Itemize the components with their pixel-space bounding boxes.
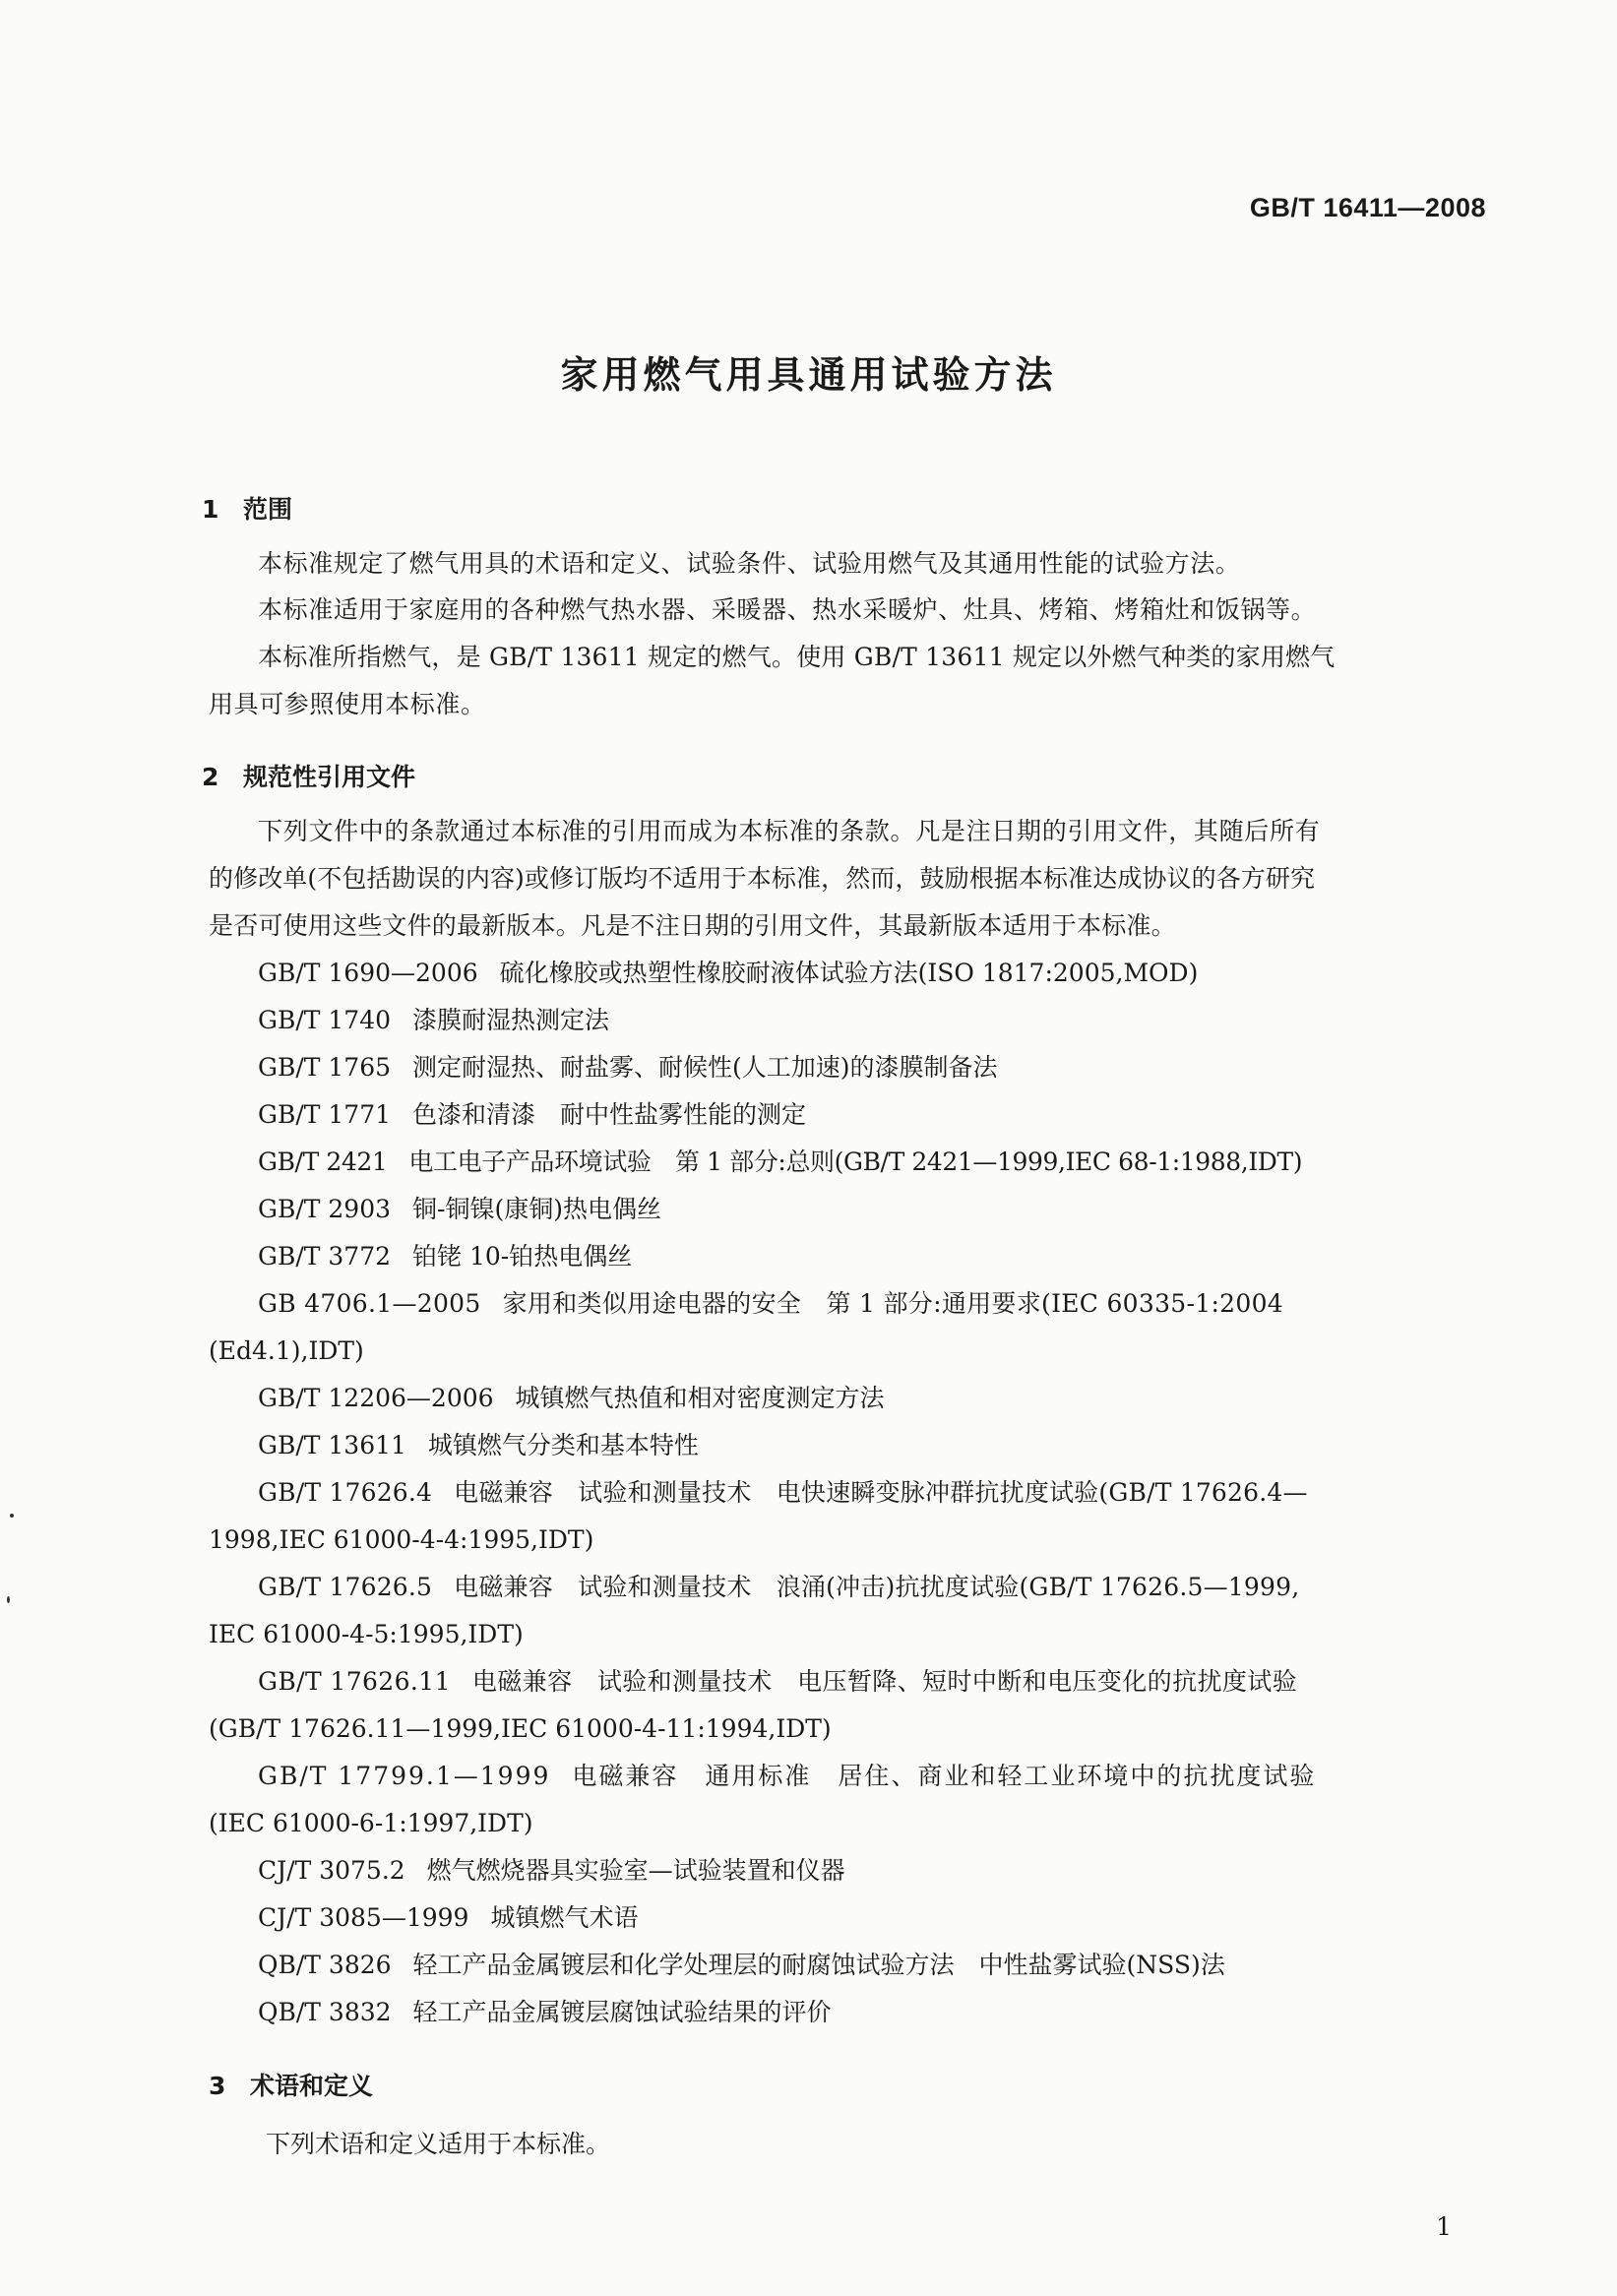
reference-code: CJ/T 3085—1999	[258, 1903, 469, 1932]
reference-entry-continued: 1998,IEC 61000-4-4:1995,IDT)	[209, 1525, 594, 1554]
reference-title: 铂铑 10-铂热电偶丝	[412, 1242, 633, 1271]
reference-title: 城镇燃气热值和相对密度测定方法	[515, 1384, 885, 1412]
reference-entry	[258, 1858, 845, 1883]
section-heading-terms-and-definitions	[209, 2067, 373, 2102]
reference-code: GB/T 1690—2006	[258, 959, 478, 987]
reference-title: 燃气燃烧器具实验室—试验装置和仪器	[426, 1856, 845, 1885]
reference-title: 电磁兼容 通用标准 居住、商业和轻工业环境中的抗扰度试验	[572, 1762, 1317, 1790]
reference-entry-continued: IEC 61000-4-5:1995,IDT)	[209, 1620, 524, 1648]
reference-entry	[258, 1244, 632, 1269]
reference-title: 漆膜耐湿热测定法	[412, 1006, 610, 1034]
references-intro: 下列文件中的条款通过本标准的引用而成为本标准的条款。凡是注日期的引用文件，其随后所有	[258, 817, 1321, 845]
scope-paragraph: 本标准所指燃气，是 GB/T 13611 规定的燃气。使用 GB/T 13611 规定以外燃气种类的家用燃气	[258, 643, 1336, 671]
section-number: 2	[202, 763, 219, 791]
section-title: 规范性引用文件	[243, 763, 416, 791]
scope-paragraph-continued: 用具可参照使用本标准。	[209, 690, 486, 718]
reference-title: 城镇燃气术语	[490, 1903, 639, 1932]
reference-code: GB/T 1771	[258, 1100, 392, 1129]
reference-entry	[258, 961, 1198, 985]
reference-title: 城镇燃气分类和基本特性	[427, 1431, 699, 1459]
reference-code: GB/T 17626.5	[258, 1573, 433, 1601]
reference-title: 轻工产品金属镀层腐蚀试验结果的评价	[412, 1998, 832, 2026]
reference-title: 硫化橡胶或热塑性橡胶耐液体试验方法(ISO 1817:2005,MOD)	[499, 959, 1199, 987]
reference-code: GB/T 17626.11	[258, 1667, 451, 1696]
reference-title: 电工电子产品环境试验 第 1 部分:总则(GB/T 2421—1999,IEC 68-1:1988,IDT)	[408, 1148, 1303, 1176]
section-title: 范围	[243, 495, 293, 524]
reference-code: GB/T 3772	[258, 1242, 392, 1271]
reference-code: GB/T 2421	[258, 1148, 388, 1176]
reference-code: GB/T 12206—2006	[258, 1384, 494, 1412]
reference-entry-continued: (IEC 61000-6-1:1997,IDT)	[209, 1809, 533, 1837]
section-title: 术语和定义	[250, 2072, 374, 2100]
references-intro: 的修改单(不包括勘误的内容)或修订版均不适用于本标准，然而，鼓励根据本标准达成协议的各方研究	[209, 864, 1316, 893]
reference-code: GB/T 2903	[258, 1195, 392, 1223]
reference-entry	[258, 1149, 1302, 1174]
reference-entry	[258, 1480, 1308, 1505]
reference-title: 铜-铜镍(康铜)热电偶丝	[412, 1195, 661, 1223]
document-title: 家用燃气用具通用试验方法	[560, 353, 1057, 397]
scan-speck	[7, 1596, 10, 1603]
reference-code: QB/T 3832	[258, 1998, 392, 2026]
section-heading-normative-references	[202, 758, 415, 793]
reference-entry	[258, 1953, 1225, 1977]
section-number: 3	[209, 2072, 226, 2100]
reference-code: CJ/T 3075.2	[258, 1856, 405, 1885]
reference-title: 电磁兼容 试验和测量技术 电压暂降、短时中断和电压变化的抗扰度试验	[471, 1667, 1298, 1696]
reference-code: GB/T 1765	[258, 1053, 392, 1082]
reference-entry	[258, 2000, 832, 2024]
reference-entry	[258, 1575, 1299, 1599]
reference-code: GB 4706.1—2005	[258, 1289, 481, 1318]
scope-paragraph: 本标准规定了燃气用具的术语和定义、试验条件、试验用燃气及其通用性能的试验方法。	[258, 549, 1241, 578]
reference-entry	[258, 1197, 661, 1221]
reference-title: 电磁兼容 试验和测量技术 电快速瞬变脉冲群抗扰度试验(GB/T 17626.4—	[454, 1478, 1308, 1507]
reference-title: 色漆和清漆 耐中性盐雾性能的测定	[412, 1100, 807, 1129]
reference-code: QB/T 3826	[258, 1951, 392, 1979]
scan-speck	[10, 1514, 14, 1518]
standard-number: GB/T 16411—2008	[1249, 193, 1486, 222]
section-number: 1	[202, 495, 219, 524]
reference-entry	[258, 1669, 1297, 1694]
reference-entry	[258, 1291, 1283, 1316]
reference-title: 家用和类似用途电器的安全 第 1 部分:通用要求(IEC 60335-1:2004	[502, 1289, 1283, 1318]
reference-entry	[258, 1433, 699, 1458]
page-number: 1	[1436, 2212, 1452, 2241]
reference-entry	[258, 1764, 1316, 1788]
reference-title: 电磁兼容 试验和测量技术 浪涌(冲击)抗扰度试验(GB/T 17626.5—1999,	[454, 1573, 1300, 1601]
reference-entry-continued: (GB/T 17626.11—1999,IEC 61000-4-11:1994,IDT)	[209, 1714, 832, 1743]
reference-code: GB/T 17626.4	[258, 1478, 433, 1507]
reference-entry	[258, 1008, 609, 1032]
reference-entry	[258, 1102, 806, 1127]
reference-title: 测定耐湿热、耐盐雾、耐候性(人工加速)的漆膜制备法	[412, 1053, 998, 1082]
section-heading-scope	[202, 490, 292, 526]
references-intro: 是否可使用这些文件的最新版本。凡是不注日期的引用文件，其最新版本适用于本标准。	[209, 911, 1176, 940]
reference-entry	[258, 1905, 638, 1930]
reference-code: GB/T 13611	[258, 1431, 406, 1459]
reference-code: GB/T 17799.1—1999	[258, 1762, 551, 1790]
reference-code: GB/T 1740	[258, 1006, 392, 1034]
reference-entry	[258, 1386, 885, 1410]
reference-entry	[258, 1055, 998, 1080]
reference-entry-continued: (Ed4.1),IDT)	[209, 1336, 364, 1365]
terms-intro: 下列术语和定义适用于本标准。	[266, 2130, 611, 2158]
reference-title: 轻工产品金属镀层和化学处理层的耐腐蚀试验方法 中性盐雾试验(NSS)法	[412, 1951, 1225, 1979]
scope-paragraph: 本标准适用于家庭用的各种燃气热水器、采暖器、热水采暖炉、灶具、烤箱、烤箱灶和饭锅等。	[258, 595, 1317, 624]
